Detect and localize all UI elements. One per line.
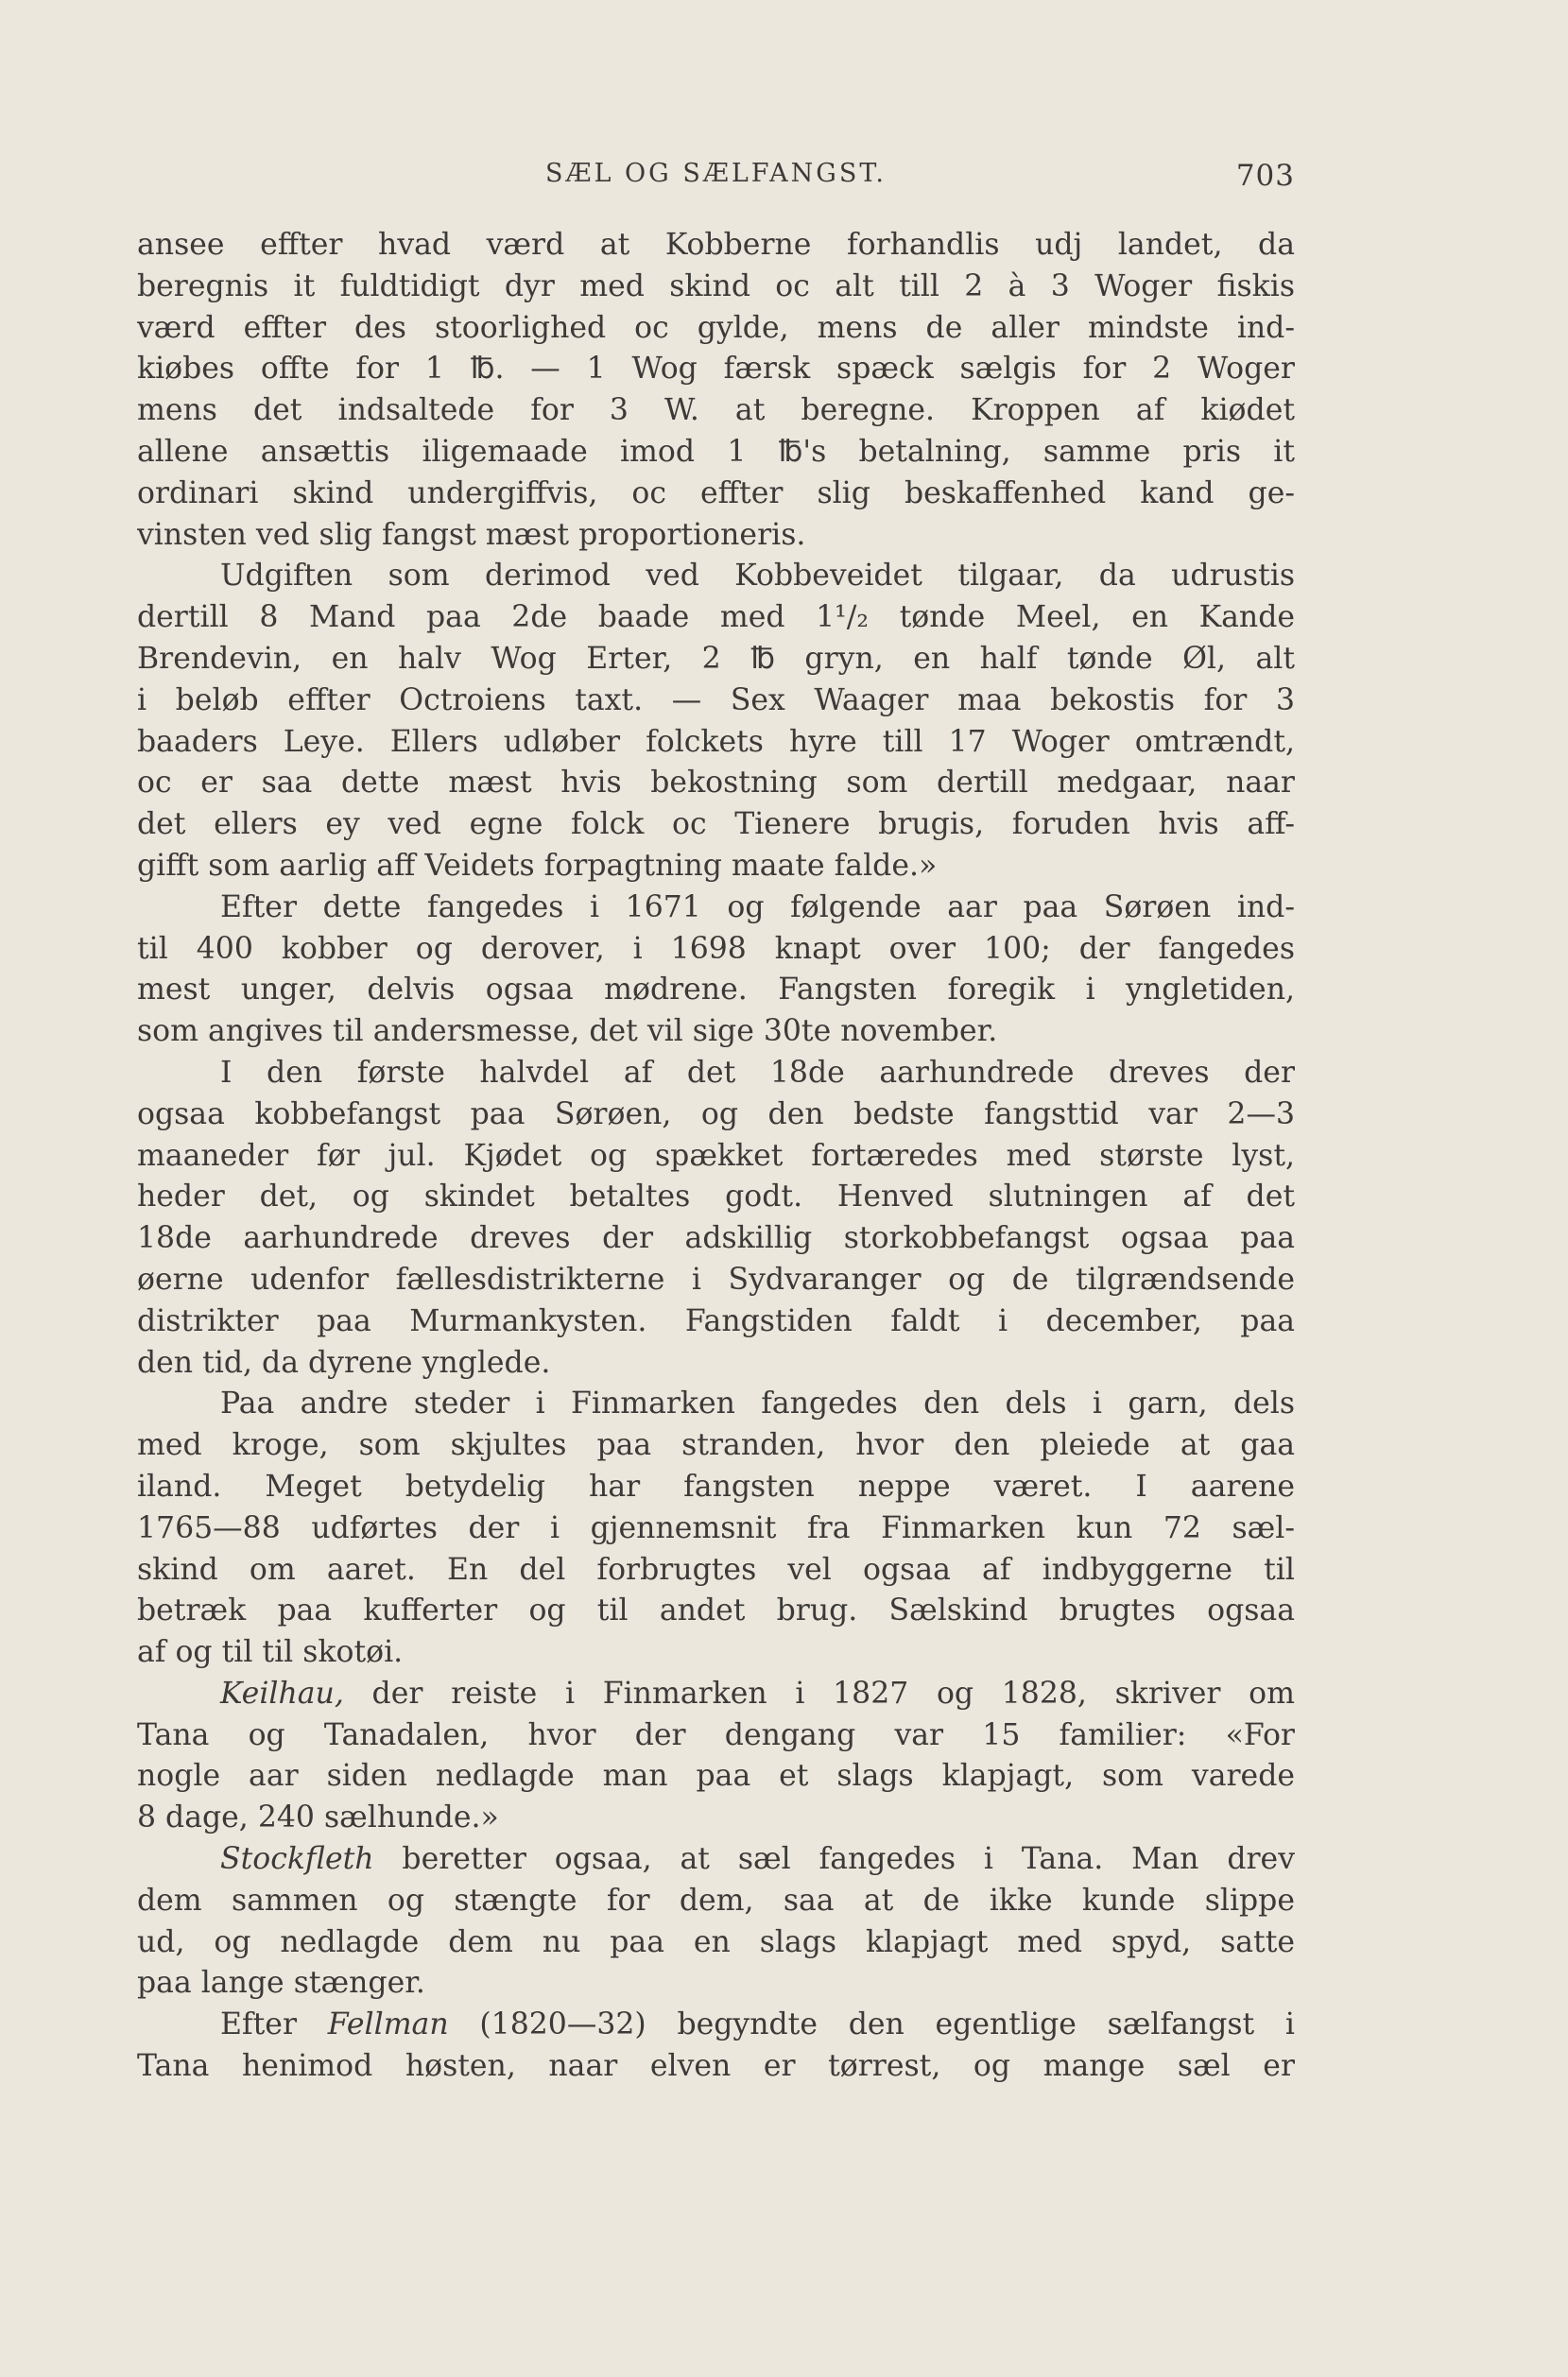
text-line <box>137 308 1295 350</box>
text-line <box>137 1053 1295 1094</box>
text-line <box>137 1756 1295 1798</box>
text-line <box>137 1343 1295 1385</box>
line-text: Tana og Tanadalen, hvor der dengang var 15 familier: «For <box>137 1717 1295 1752</box>
text-line <box>137 556 1295 597</box>
page-header <box>137 159 1295 204</box>
text-line <box>137 1922 1295 1964</box>
line-text: kiøbes offte for 1 ℔. — 1 Wog færsk spæck sælgis for 2 Woger <box>137 352 1295 387</box>
line-text: distrikter paa Murmankysten. Fangstiden faldt i december, paa <box>137 1303 1295 1338</box>
line-text: Paa andre steder i Finmarken fangedes den dels i garn, dels <box>220 1387 1295 1421</box>
line-text: som angives til andersmesse, det vil sige 30te november. <box>137 1014 998 1049</box>
text-line <box>137 1632 1295 1674</box>
line-text: Udgiften som derimod ved Kobbeveidet tilgaar, da udrustis <box>220 559 1295 594</box>
line-text: med kroge, som skjultes paa stranden, hvor den pleiede at gaa <box>137 1428 1295 1463</box>
text-line <box>137 474 1295 515</box>
text-line <box>137 1508 1295 1550</box>
line-text: ordinari skind undergiffvis, oc effter slig beskaffenhed kand ge- <box>137 475 1295 510</box>
text-line <box>137 1467 1295 1508</box>
italic-name: Fellman <box>327 2007 449 2042</box>
text-line <box>137 1674 1295 1715</box>
line-text: 18de aarhundrede dreves der adskillig storkobbefangst ogsaa paa <box>137 1221 1295 1256</box>
line-text: betræk paa kufferter og til andet brug. Sælskind brugtes ogsaa <box>137 1593 1295 1628</box>
italic-name: Keilhau, <box>220 1676 344 1711</box>
text-line <box>137 929 1295 971</box>
line-text: ud, og nedlagde dem nu paa en slags klapjagt med spyd, satte <box>137 1924 1295 1959</box>
line-text: værd effter des stoorlighed oc gylde, mens de aller mindste ind- <box>137 310 1295 345</box>
line-text: den tid, da dyrene ynglede. <box>137 1345 551 1380</box>
line-text: iland. Meget betydelig har fangsten neppe været. I aarene <box>137 1469 1295 1504</box>
text-line <box>137 722 1295 764</box>
text-line <box>137 1798 1295 1839</box>
text-line <box>137 1715 1295 1757</box>
text-line <box>137 1839 1295 1881</box>
line-text: skind om aaret. En del forbrugtes vel ogsaa af indbyggerne til <box>137 1552 1295 1587</box>
text-line <box>137 1963 1295 2005</box>
line-text: til 400 kobber og derover, i 1698 knapt over 100; der fangedes <box>137 931 1295 966</box>
line-text: nogle aar siden nedlagde man paa et slags klapjagt, som varede <box>137 1759 1295 1794</box>
line-text: Brendevin, en halv Wog Erter, 2 ℔ gryn, en half tønde Øl, alt <box>137 641 1295 676</box>
line-text: baaders Leye. Ellers udløber folckets hyre till 17 Woger omtrændt, <box>137 724 1295 759</box>
text-line <box>137 1301 1295 1343</box>
line-text: dertill 8 Mand paa 2de baade med 1¹/₂ tønde Meel, en Kande <box>137 600 1295 635</box>
text-line <box>137 680 1295 722</box>
line-text: 1765—88 udførtes der i gjennemsnit fra Finmarken kun 72 sæl- <box>137 1510 1295 1545</box>
line-text: I den første halvdel af det 18de aarhundrede dreves der <box>220 1055 1295 1090</box>
text-line <box>137 225 1295 267</box>
line-text: der reiste i Finmarken i 1827 og 1828, skriver om <box>343 1676 1295 1711</box>
line-text: ansee effter hvad værd at Kobberne forhandlis udj landet, da <box>137 228 1295 262</box>
line-text: Tana henimod høsten, naar elven er tørrest, og mange sæl er <box>137 2049 1295 2084</box>
line-text: i beløb effter Octroiens taxt. — Sex Waager maa bekostis for 3 <box>137 682 1295 717</box>
line-text: dem sammen og stængte for dem, saa at de ikke kunde slippe <box>137 1883 1295 1918</box>
line-text: øerne udenfor fællesdistrikterne i Sydvaranger og de tilgrændsende <box>137 1262 1295 1297</box>
text-line <box>137 639 1295 680</box>
running-title: SÆL OG SÆLFANGST. <box>545 159 887 188</box>
text-line <box>137 1177 1295 1218</box>
text-line <box>137 1094 1295 1136</box>
line-text: beregnis it fuldtidigt dyr med skind oc alt till 2 à 3 Woger fiskis <box>137 268 1295 303</box>
text-line <box>137 1425 1295 1467</box>
text-line <box>137 1591 1295 1632</box>
line-text: af og til til skotøi. <box>137 1635 404 1670</box>
line-text: 8 dage, 240 sælhunde.» <box>137 1800 499 1835</box>
text-line <box>137 1881 1295 1922</box>
text-line <box>137 267 1295 308</box>
line-text: paa lange stænger. <box>137 1966 425 2001</box>
text-line <box>137 390 1295 432</box>
text-line <box>137 1550 1295 1592</box>
text-line <box>137 763 1295 804</box>
text-line <box>137 2046 1295 2088</box>
body-text <box>137 225 1295 2088</box>
text-line <box>137 846 1295 887</box>
italic-name: Stockfleth <box>220 1842 374 1877</box>
text-line <box>137 1218 1295 1260</box>
line-text: mest unger, delvis ogsaa mødrene. Fangsten foregik i yngletiden, <box>137 973 1295 1008</box>
line-text: allene ansættis iligemaade imod 1 ℔'s betalning, samme pris it <box>137 434 1295 469</box>
text-line <box>137 1260 1295 1301</box>
line-text: vinsten ved slig fangst mæst proportioneris. <box>137 517 806 552</box>
text-line <box>137 432 1295 474</box>
line-text: mens det indsaltede for 3 W. at beregne. Kroppen af kiødet <box>137 393 1295 428</box>
text-line <box>137 887 1295 929</box>
line-text: oc er saa dette mæst hvis bekostning som dertill medgaar, naar <box>137 766 1295 801</box>
line-text: det ellers ey ved egne folck oc Tienere brugis, foruden hvis aff- <box>137 807 1295 842</box>
line-text: (1820—32) begyndte den egentlige sælfangst i <box>448 2007 1295 2042</box>
text-line <box>137 515 1295 557</box>
text-line <box>137 2005 1295 2046</box>
text-line <box>137 970 1295 1011</box>
line-text: heder det, og skindet betaltes godt. Henved slutningen af det <box>137 1180 1295 1214</box>
text-line <box>137 349 1295 390</box>
line-text: beretter ogsaa, at sæl fangedes i Tana. Man drev <box>373 1842 1295 1877</box>
line-text: ogsaa kobbefangst paa Sørøen, og den bedste fangsttid var 2—3 <box>137 1096 1295 1131</box>
text-line <box>137 804 1295 846</box>
text-line <box>137 1136 1295 1178</box>
line-text: maaneder før jul. Kjødet og spækket fortæredes med største lyst, <box>137 1138 1295 1173</box>
text-line <box>137 1384 1295 1425</box>
line-prefix: Efter <box>220 2007 328 2042</box>
line-text: gifft som aarlig aff Veidets forpagtning maate falde.» <box>137 848 938 883</box>
text-line <box>137 1011 1295 1053</box>
text-line <box>137 597 1295 639</box>
line-text: Efter dette fangedes i 1671 og følgende aar paa Sørøen ind- <box>220 889 1295 924</box>
page-number: 703 <box>1235 159 1295 193</box>
